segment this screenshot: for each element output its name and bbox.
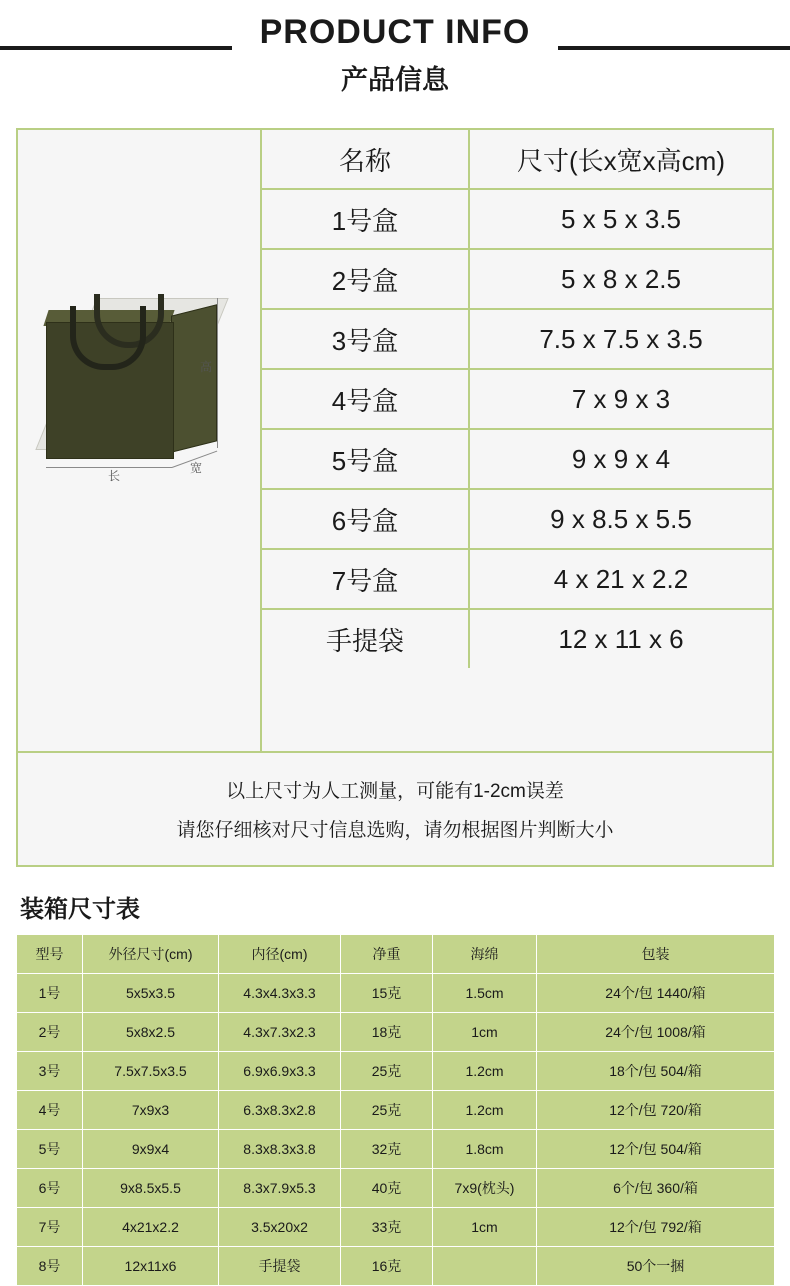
table-row — [17, 1013, 775, 1052]
size-note-line: 请您仔细核对尺寸信息选购，请勿根据图片判断大小 — [176, 820, 614, 841]
bag-drawing — [40, 290, 240, 490]
cell-outer: 5x8x2.5 — [83, 1013, 219, 1052]
cell-inner: 4.3x4.3x3.3 — [219, 974, 341, 1013]
size-table-row — [262, 490, 772, 550]
size-row-size: 7.5 x 7.5 x 3.5 — [539, 323, 703, 354]
cell-outer: 12x11x6 — [83, 1247, 219, 1286]
cell-weight: 33克 — [341, 1208, 433, 1247]
cell-outer: 9x9x4 — [83, 1130, 219, 1169]
cell-sponge: 1.2cm — [433, 1052, 537, 1091]
size-table-row — [262, 190, 772, 250]
cell-inner: 8.3x8.3x3.8 — [219, 1130, 341, 1169]
cell-inner: 8.3x7.9x5.3 — [219, 1169, 341, 1208]
size-row-name: 5号盒 — [262, 430, 470, 488]
size-table-header-row — [262, 130, 772, 190]
length-dimension-label: 长 — [108, 469, 121, 483]
size-row-size: 7 x 9 x 3 — [571, 383, 671, 414]
size-row-size: 9 x 8.5 x 5.5 — [550, 503, 692, 534]
packing-header-inner: 内径(cm) — [219, 935, 341, 974]
cell-model: 5号 — [17, 1130, 83, 1169]
cell-inner: 3.5x20x2 — [219, 1208, 341, 1247]
cell-inner: 4.3x7.3x2.3 — [219, 1013, 341, 1052]
cell-sponge: 7x9(枕头) — [433, 1169, 537, 1208]
size-row-name: 手提袋 — [262, 610, 470, 668]
cell-pack: 18个/包 504/箱 — [537, 1052, 775, 1091]
size-table-row — [262, 310, 772, 370]
bag-side-shape — [171, 304, 217, 452]
cell-sponge: 1cm — [433, 1013, 537, 1052]
cell-weight: 15克 — [341, 974, 433, 1013]
cell-sponge: 1.8cm — [433, 1130, 537, 1169]
page-title-en: PRODUCT INFO — [259, 13, 531, 51]
cell-weight: 18克 — [341, 1013, 433, 1052]
packing-header-pack: 包装 — [537, 935, 775, 974]
cell-sponge — [433, 1247, 537, 1286]
size-notes — [16, 753, 774, 867]
height-dimension-label: 高 — [199, 360, 212, 374]
cell-pack: 12个/包 792/箱 — [537, 1208, 775, 1247]
packing-header-outer: 外径尺寸(cm) — [83, 935, 219, 974]
packing-table — [16, 934, 775, 1286]
table-row — [17, 1130, 775, 1169]
divider-right — [558, 46, 790, 50]
height-dimension-line — [217, 298, 218, 448]
table-row — [17, 1247, 775, 1286]
size-table-row — [262, 250, 772, 310]
cell-model: 1号 — [17, 974, 83, 1013]
table-row — [17, 1169, 775, 1208]
cell-model: 2号 — [17, 1013, 83, 1052]
cell-pack: 50个一捆 — [537, 1247, 775, 1286]
cell-weight: 32克 — [341, 1130, 433, 1169]
packing-header-row — [17, 935, 775, 974]
cell-pack: 24个/包 1440/箱 — [537, 974, 775, 1013]
bag-handle-front — [70, 306, 146, 370]
size-table-row — [262, 430, 772, 490]
cell-weight: 40克 — [341, 1169, 433, 1208]
size-table-row — [262, 550, 772, 610]
size-header-size: 尺寸(长x宽x高cm) — [517, 145, 725, 176]
cell-sponge: 1.2cm — [433, 1091, 537, 1130]
cell-inner: 6.3x8.3x2.8 — [219, 1091, 341, 1130]
packing-header-sponge: 海绵 — [433, 935, 537, 974]
bag-illustration — [18, 130, 260, 751]
size-table-row — [262, 610, 772, 668]
table-row — [17, 1091, 775, 1130]
size-table — [260, 130, 772, 751]
cell-weight: 25克 — [341, 1052, 433, 1091]
cell-outer: 4x21x2.2 — [83, 1208, 219, 1247]
size-row-size: 9 x 9 x 4 — [571, 443, 671, 474]
width-dimension-label: 宽 — [190, 461, 203, 475]
table-row — [17, 1052, 775, 1091]
cell-model: 6号 — [17, 1169, 83, 1208]
cell-model: 3号 — [17, 1052, 83, 1091]
size-row-name: 6号盒 — [262, 490, 470, 548]
size-row-name: 1号盒 — [262, 190, 470, 248]
cell-outer: 9x8.5x5.5 — [83, 1169, 219, 1208]
cell-model: 4号 — [17, 1091, 83, 1130]
size-row-name: 3号盒 — [262, 310, 470, 368]
cell-pack: 24个/包 1008/箱 — [537, 1013, 775, 1052]
cell-pack: 12个/包 720/箱 — [537, 1091, 775, 1130]
size-row-size: 5 x 5 x 3.5 — [561, 203, 681, 234]
table-row — [17, 974, 775, 1013]
size-row-size: 4 x 21 x 2.2 — [553, 563, 689, 594]
cell-outer: 7x9x3 — [83, 1091, 219, 1130]
packing-header-weight: 净重 — [341, 935, 433, 974]
cell-sponge: 1.5cm — [433, 974, 537, 1013]
size-header-name: 名称 — [262, 130, 470, 188]
cell-weight: 25克 — [341, 1091, 433, 1130]
packing-header-model: 型号 — [17, 935, 83, 974]
size-row-name: 2号盒 — [262, 250, 470, 308]
cell-outer: 7.5x7.5x3.5 — [83, 1052, 219, 1091]
cell-outer: 5x5x3.5 — [83, 974, 219, 1013]
cell-weight: 16克 — [341, 1247, 433, 1286]
cell-model: 8号 — [17, 1247, 83, 1286]
size-note-line: 以上尺寸为人工测量，可能有1-2cm误差 — [226, 781, 564, 802]
divider-left — [0, 46, 232, 50]
size-table-row — [262, 370, 772, 430]
size-row-size: 12 x 11 x 6 — [558, 623, 684, 654]
cell-sponge: 1cm — [433, 1208, 537, 1247]
size-row-name: 4号盒 — [262, 370, 470, 428]
cell-pack: 6个/包 360/箱 — [537, 1169, 775, 1208]
cell-pack: 12个/包 504/箱 — [537, 1130, 775, 1169]
packing-section-title: 装箱尺寸表 — [20, 896, 140, 923]
cell-inner: 6.9x6.9x3.3 — [219, 1052, 341, 1091]
table-row — [17, 1208, 775, 1247]
cell-model: 7号 — [17, 1208, 83, 1247]
size-panel — [16, 128, 774, 753]
size-row-size: 5 x 8 x 2.5 — [561, 263, 681, 294]
size-row-name: 7号盒 — [262, 550, 470, 608]
page-header — [0, 0, 790, 100]
page-title-cn: 产品信息 — [341, 65, 449, 95]
cell-inner: 手提袋 — [219, 1247, 341, 1286]
